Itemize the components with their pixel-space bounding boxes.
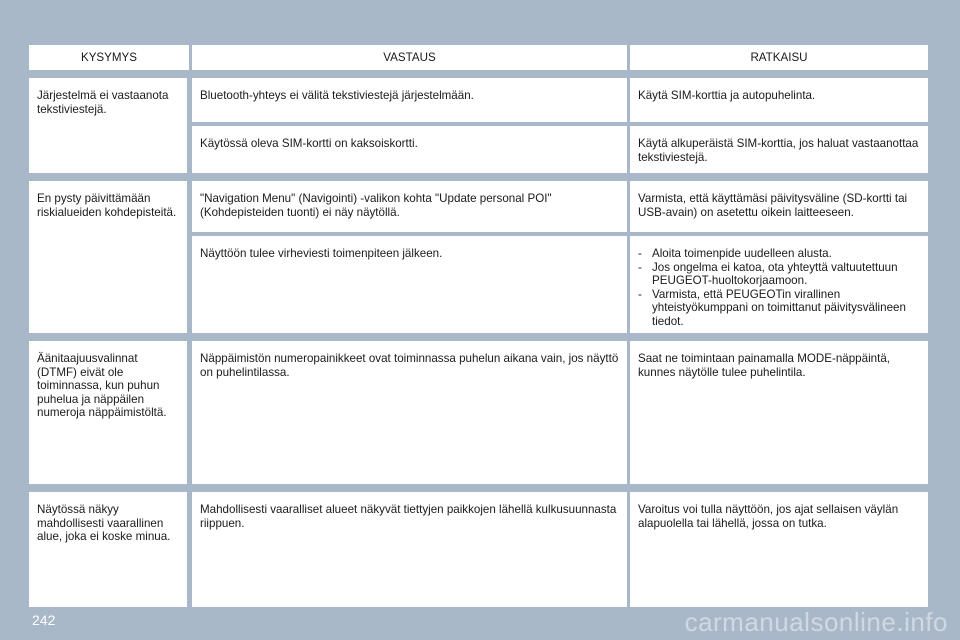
question-cell: En pysty päivittämään riskialueiden kohdepisteitä. bbox=[29, 181, 187, 333]
answer-cell: "Navigation Menu" (Navigointi) -valikon kohta "Update personal POI" (Kohdepisteiden tuonti) ei näy näytöllä. bbox=[192, 181, 627, 232]
page-number: 242 bbox=[32, 612, 56, 628]
solution-cell bbox=[630, 236, 928, 333]
question-cell: Äänitaajuusvalinnat (DTMF) eivät ole toiminnassa, kun puhun puhelua ja näppäilen numeroja näppäimistöltä. bbox=[29, 341, 187, 484]
header-vastaus: VASTAUS bbox=[192, 45, 627, 70]
question-cell: Järjestelmä ei vastaanota tekstiviestejä. bbox=[29, 78, 187, 173]
answer-cell: Mahdollisesti vaaralliset alueet näkyvät tiettyjen paikkojen lähellä kulkusuunnasta riippuen. bbox=[192, 492, 627, 607]
answer-cell: Käytössä oleva SIM-kortti on kaksoiskortti. bbox=[192, 126, 627, 173]
solution-cell: Käytä SIM-korttia ja autopuhelinta. bbox=[630, 78, 928, 122]
question-cell: Näytössä näkyy mahdollisesti vaarallinen alue, joka ei koske minua. bbox=[29, 492, 187, 607]
solution-cell: Varmista, että käyttämäsi päivitysväline (SD-kortti tai USB-avain) on asetettu oikein laitteeseen. bbox=[630, 181, 928, 232]
header-kysymys: KYSYMYS bbox=[29, 45, 189, 70]
solution-cell: Varoitus voi tulla näyttöön, jos ajat sellaisen väylän alapuolella tai lähellä, jossa on tutka. bbox=[630, 492, 928, 607]
solution-list-item: - Jos ongelma ei katoa, ota yhteyttä valtuutettuun PEUGEOT-huoltokorjaamoon. bbox=[638, 261, 920, 288]
solution-list bbox=[638, 247, 920, 328]
answer-cell: Näppäimistön numeropainikkeet ovat toiminnassa puhelun aikana vain, jos näyttö on puhelintilassa. bbox=[192, 341, 627, 484]
solution-list-item: - Varmista, että PEUGEOTin virallinen yhteistyökumppani on toimittanut päivitysvälineen tiedot. bbox=[638, 288, 920, 329]
solution-cell: Saat ne toimintaan painamalla MODE-näppäintä, kunnes näytölle tulee puhelintila. bbox=[630, 341, 928, 484]
watermark: carmanualsonline.info bbox=[684, 607, 948, 637]
answer-cell: Näyttöön tulee virheviesti toimenpiteen jälkeen. bbox=[192, 236, 627, 333]
troubleshooting-table bbox=[29, 45, 929, 607]
solution-cell: Käytä alkuperäistä SIM-korttia, jos haluat vastaanottaa tekstiviestejä. bbox=[630, 126, 928, 173]
header-ratkaisu: RATKAISU bbox=[630, 45, 928, 70]
answer-cell: Bluetooth-yhteys ei välitä tekstiviestejä järjestelmään. bbox=[192, 78, 627, 122]
solution-list-item: - Aloita toimenpide uudelleen alusta. bbox=[638, 247, 920, 261]
